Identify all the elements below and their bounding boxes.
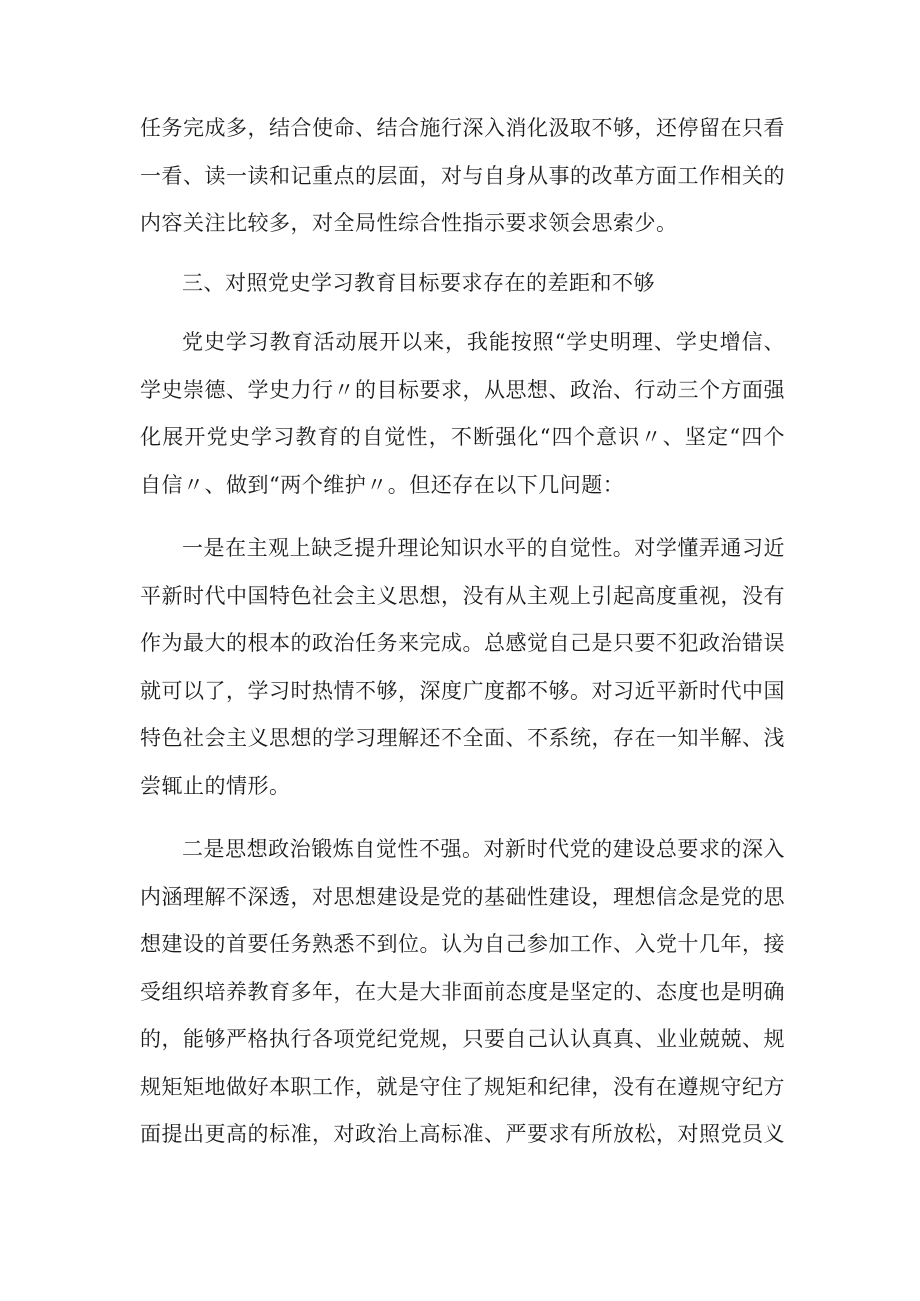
section-heading-3: 三、对照党史学习教育目标要求存在的差距和不够 (182, 270, 655, 295)
paragraph-issue-1: 一是在主观上缺乏提升理论知识水平的自觉性。对学懂弄通习近平新时代中国特色社会主义思想，没有从主观上引起高度重视，没有作为最大的根本的政治任务来完成。总感觉自己是只要不犯政治错误就可以了，学习时热情不够，深度广度都不够。对习近平新时代中国特色社会主义思想的学习理解还不全面、不系统，存在一知半解、浅尝辄止的情形。 (140, 536, 785, 798)
paragraph-continued: 任务完成多，结合使命、结合施行深入消化汲取不够，还停留在只看一看、读一读和记重点的层面，对与自身从事的改革方面工作相关的内容关注比较多，对全局性综合性指示要求领会思索少。 (140, 116, 785, 235)
document-page (140, 105, 785, 1159)
paragraph-intro: 党史学习教育活动展开以来，我能按照“学史明理、学史增信、学史崇德、学史力行〃的目标要求，从思想、政治、行动三个方面强化展开党史学习教育的自觉性，不断强化“四个意识〃、坚定“四个自信〃、做到“两个维护〃。但还存在以下几问题： (140, 330, 785, 497)
paragraph-issue-2: 二是思想政治锻炼自觉性不强。对新时代党的建设总要求的深入内涵理解不深透，对思想建设是党的基础性建设，理想信念是党的思想建设的首要任务熟悉不到位。认为自己参加工作、入党十几年，接受组织培养教育多年，在大是大非面前态度是坚定的、态度也是明确的，能够严格执行各项党纪党规，只要自己认认真真、业业兢兢、规规矩矩地做好本职工作，就是守住了规矩和纪律，没有在遵规守纪方面提出更高的标准，对政治上高标准、严要求有所放松，对照党员义 (140, 837, 785, 1146)
